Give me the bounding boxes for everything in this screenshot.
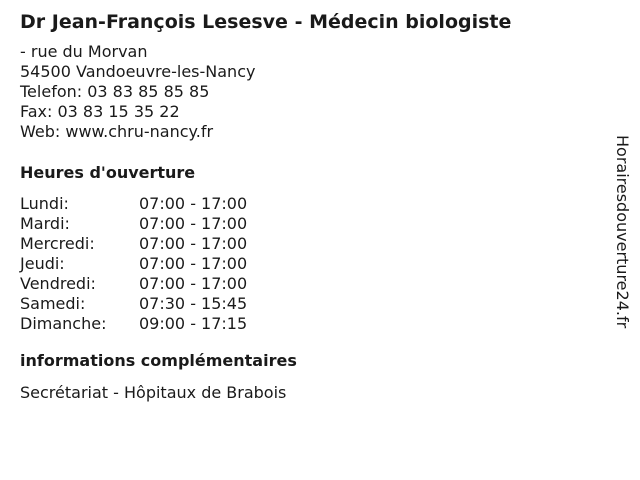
hours-row-tuesday	[20, 214, 600, 234]
city-address: 54500 Vandoeuvre-les-Nancy	[20, 62, 256, 81]
hours-row-thursday	[20, 254, 600, 274]
business-card	[20, 8, 600, 403]
time-range: 07:30 - 15:45	[139, 294, 248, 313]
time-range: 07:00 - 17:00	[139, 214, 248, 233]
opening-hours-heading: Heures d'ouverture	[20, 163, 196, 182]
hours-row-friday	[20, 274, 600, 294]
time-range: 07:00 - 17:00	[139, 254, 248, 273]
time-range: 07:00 - 17:00	[139, 234, 248, 253]
time-range: 07:00 - 17:00	[139, 274, 248, 293]
fax-number: Fax: 03 83 15 35 22	[20, 102, 180, 121]
day-label: Vendredi:	[20, 274, 96, 293]
hours-row-wednesday	[20, 234, 600, 254]
day-label: Dimanche:	[20, 314, 107, 333]
address-block	[20, 42, 600, 142]
day-label: Samedi:	[20, 294, 86, 313]
additional-info-text: Secrétariat - Hôpitaux de Brabois	[20, 383, 287, 402]
time-range: 07:00 - 17:00	[139, 194, 248, 213]
page-title: Dr Jean-François Lesesve - Médecin biologiste	[20, 11, 512, 33]
hours-row-sunday	[20, 314, 600, 334]
day-label: Mercredi:	[20, 234, 95, 253]
street-address: - rue du Morvan	[20, 42, 148, 61]
day-label: Jeudi:	[20, 254, 65, 273]
site-watermark: Horairesdouverture24.fr	[613, 135, 632, 329]
time-range: 09:00 - 17:15	[139, 314, 248, 333]
hours-row-saturday	[20, 294, 600, 314]
hours-row-monday	[20, 194, 600, 214]
additional-info-heading: informations complémentaires	[20, 351, 297, 370]
opening-hours-list	[20, 194, 600, 334]
day-label: Mardi:	[20, 214, 70, 233]
phone-number: Telefon: 03 83 85 85 85	[20, 82, 210, 101]
day-label: Lundi:	[20, 194, 69, 213]
website: Web: www.chru-nancy.fr	[20, 122, 214, 141]
